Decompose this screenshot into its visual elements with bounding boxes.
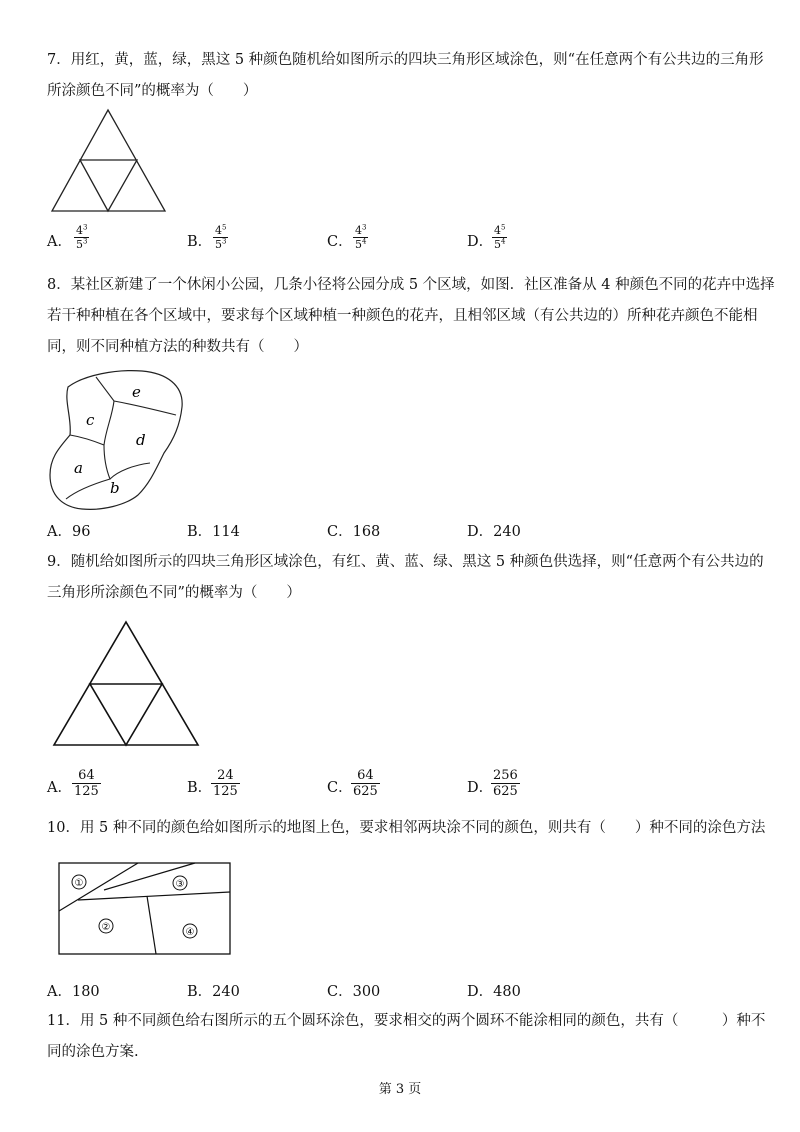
q7-option-c-value: $\frac{4^3}{5^4}$ — [355, 223, 367, 251]
q7-option-b[interactable]: B． — [187, 234, 213, 250]
q9-triangle-figure — [52, 620, 202, 748]
q8-region-e: e — [132, 383, 141, 401]
q9-option-d-value: $\frac{256}{625}$ — [493, 768, 518, 799]
q8-region-c: c — [86, 411, 95, 429]
q10-region-3: ③ — [175, 879, 185, 890]
q8-text-line1: 8．某社区新建了一个休闲小公园，几条小径将公园分成 5 个区域，如图．社区准备从 4 种颜色不同的花卉中选择 — [47, 277, 775, 293]
q8-option-b[interactable]: B．114 — [187, 524, 240, 540]
q7-option-a[interactable]: A． — [47, 234, 72, 250]
q7-option-d[interactable]: D． — [467, 234, 494, 250]
q8-region-d: d — [136, 431, 146, 449]
q11-text-line1: 11．用 5 种不同颜色给右图所示的五个圆环涂色，要求相交的两个圆环不能涂相同的颜色，共有（ ）种不 — [47, 1013, 766, 1029]
q8-region-b: b — [110, 479, 120, 497]
q7-text-line2: 所涂颜色不同”的概率为（ ） — [47, 83, 258, 99]
q9-option-b[interactable]: B． — [187, 780, 213, 796]
q9-option-a[interactable]: A． — [47, 780, 72, 796]
q10-region-2: ② — [101, 922, 111, 933]
q10-option-c[interactable]: C．300 — [327, 984, 381, 1000]
q9-option-b-value: $\frac{24}{125}$ — [213, 768, 238, 799]
q7-option-d-value: $\frac{4^5}{5^4}$ — [494, 223, 506, 251]
q9-option-d[interactable]: D． — [467, 780, 494, 796]
q10-text-line1: 10．用 5 种不同的颜色给如图所示的地图上色，要求相邻两块涂不同的颜色，则共有（ ）种不同的涂色方法 — [47, 820, 766, 836]
q8-park-map-figure — [46, 365, 188, 513]
q10-map-figure — [58, 862, 232, 956]
q11-text-line2: 同的涂色方案. — [47, 1044, 139, 1060]
q10-option-a[interactable]: A．180 — [47, 984, 100, 1000]
q10-region-4: ④ — [185, 927, 195, 938]
q10-option-b[interactable]: B．240 — [187, 984, 240, 1000]
page-number: 第 3 页 — [378, 1082, 422, 1097]
q9-text-line2: 三角形所涂颜色不同”的概率为（ ） — [47, 585, 301, 601]
q9-option-c-value: $\frac{64}{625}$ — [353, 768, 378, 799]
q8-region-a: a — [74, 459, 83, 477]
q7-option-b-value: $\frac{4^5}{5^3}$ — [215, 223, 227, 251]
q9-option-c[interactable]: C． — [327, 780, 353, 796]
q8-text-line2: 若干种种植在各个区域中，要求每个区域种植一种颜色的花卉，且相邻区域（有公共边的）所种花卉颜色不能相 — [47, 308, 758, 324]
q7-option-c[interactable]: C． — [327, 234, 353, 250]
q7-triangle-figure — [50, 108, 168, 214]
q7-option-a-value: $\frac{4^3}{5^3}$ — [76, 223, 88, 251]
q7-text-line1: 7．用红，黄，蓝，绿，黑这 5 种颜色随机给如图所示的四块三角形区域涂色，则“在任意两个有公共边的三角形 — [47, 52, 764, 68]
q10-region-1: ① — [74, 878, 84, 889]
q8-option-d[interactable]: D．240 — [467, 524, 521, 540]
q10-option-d[interactable]: D．480 — [467, 984, 521, 1000]
q8-option-c[interactable]: C．168 — [327, 524, 381, 540]
q8-text-line3: 同，则不同种植方法的种数共有（ ） — [47, 339, 308, 355]
q9-option-a-value: $\frac{64}{125}$ — [74, 768, 99, 799]
q8-option-a[interactable]: A．96 — [47, 524, 91, 540]
q9-text-line1: 9．随机给如图所示的四块三角形区域涂色，有红、黄、蓝、绿、黑这 5 种颜色供选择，则“任意两个有公共边的 — [47, 554, 764, 570]
